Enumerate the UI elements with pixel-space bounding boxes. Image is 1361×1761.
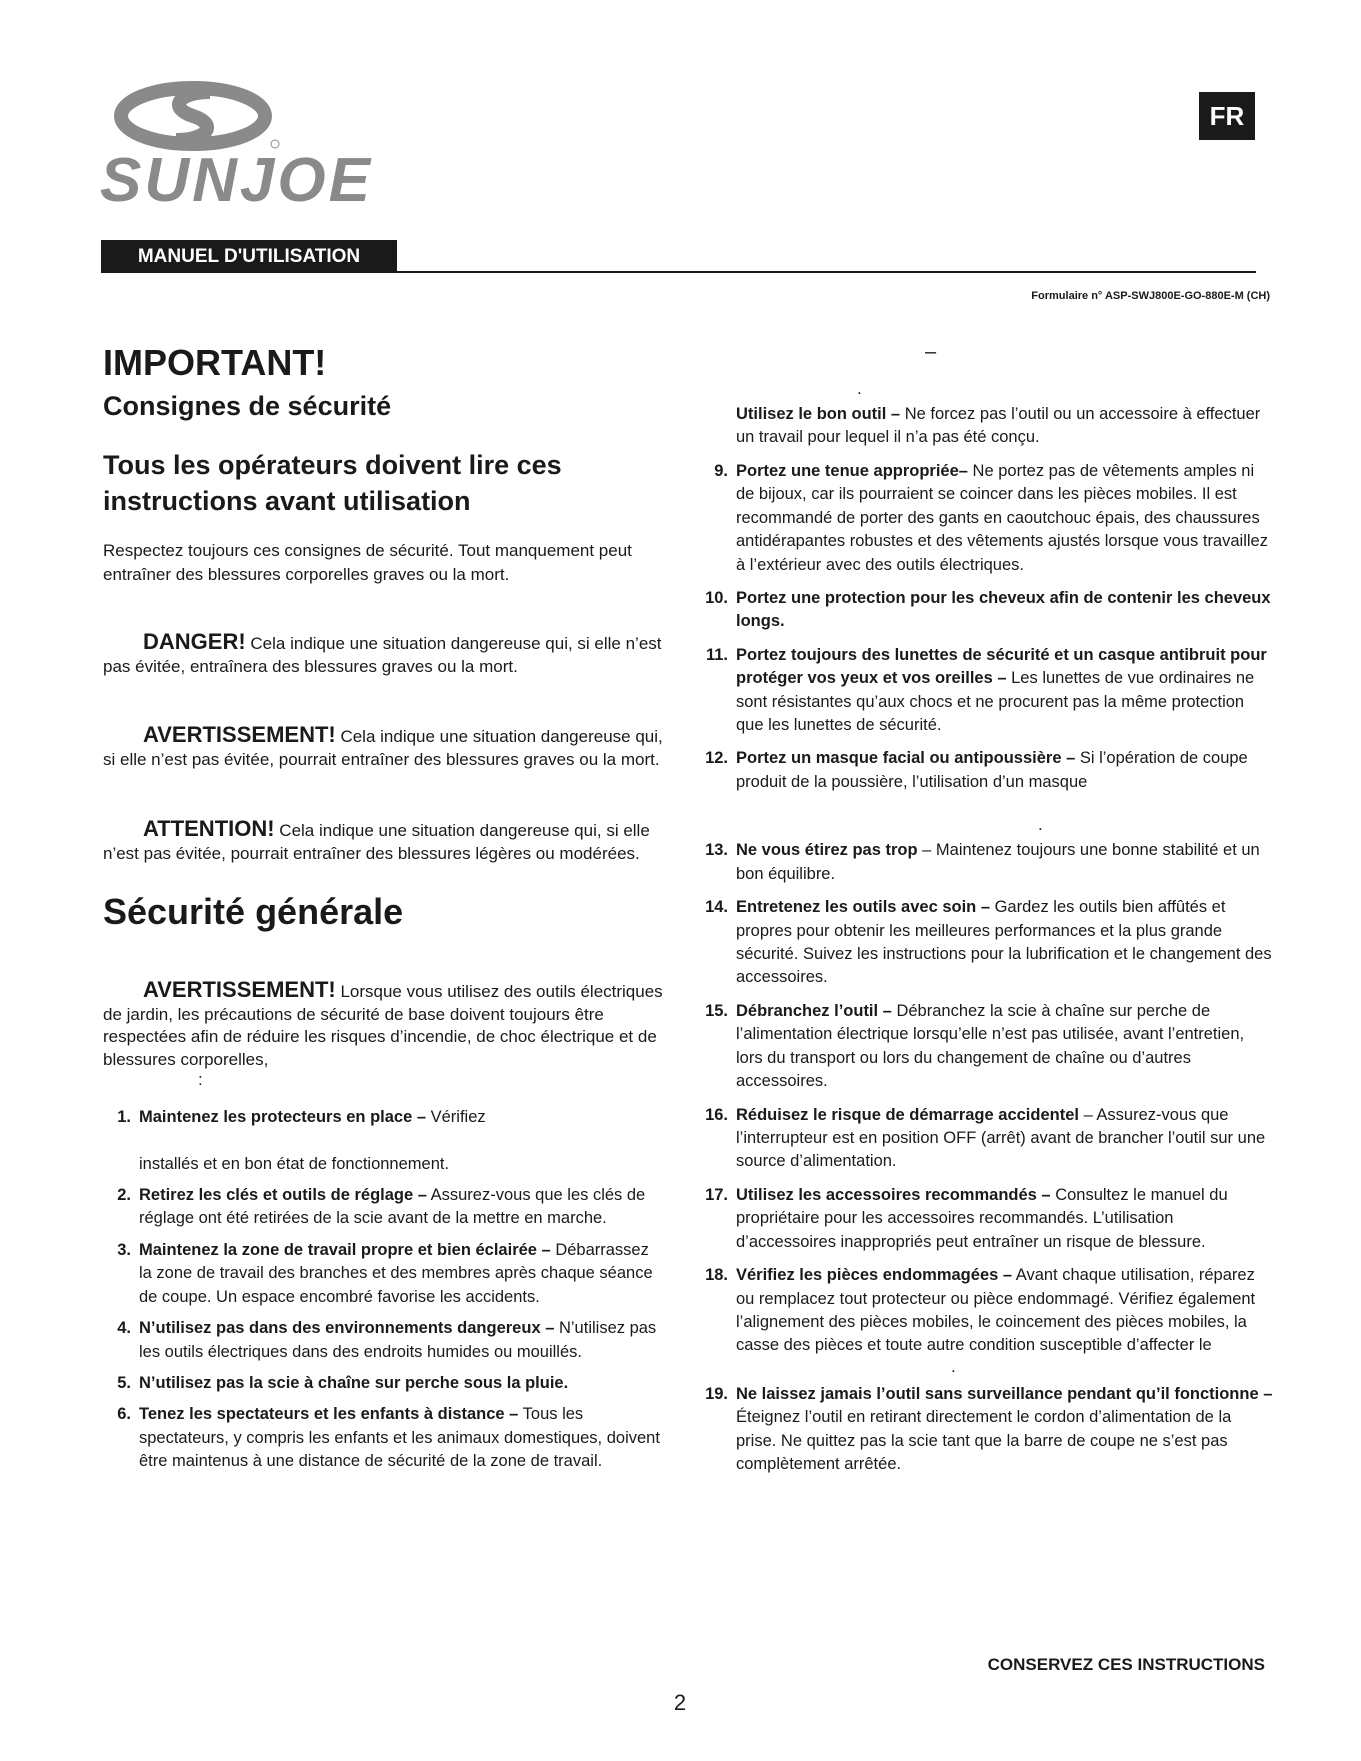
list-item: 6. Tenez les spectateurs et les enfants à distance – Tous les spectateurs, y compris les enfants et les animaux domestiques, doivent être maintenus à une distance de sécurité de la zone de travail. — [117, 1405, 660, 1471]
left-safety-list — [103, 1106, 663, 1474]
right-column: – . Utilisez le bon outil – Ne forcez pas l’outil ou un accessoire à effectuer un travail pour lequel il n’a pas été conçu. 9. Portez une tenue appropriée– Ne portez pas de vêtements amples ni de bijoux, car ils pourraient se coincer dans les pièces mobiles. Il est recommandé de porter des gants en caoutchouc épais, des chaussures antidérapantes robustes et des vêtements ajustés lorsque vous travaillez à l’extérieur avec des outils électriques. 10. Portez une protection pour les cheveux afin de contenir les cheveux longs. 11. Portez toujours des lunettes de sécurité et un casque antibruit pour protéger vos yeux et vos oreilles – Les lunettes de vue ordinaires ne sont résistantes qu’aux chocs et ne procurent pas la même protection que les lunettes de sécurité. 12. Portez un masque facial ou antipoussière – Si l’opération de coupe produit de la poussière, l’utilisation d’un masque . 13. Ne vous étirez pas trop – Maintenez toujours une bonne stabilité et un bon équilibre. 14. Entretenez les outils avec soin – Gardez les outils bien affûtés et propres pour obtenir les meilleures performances et la plus grande sécurité. Suivez les instructions pour la lubrification et le changement des accessoires. 15. Débranchez l’outil – Débranchez la scie à chaîne sur perche de l’alimentation électrique lorsqu’elle n’est pas utilisée, avant l’entretien, lors du transport ou lors du changement de chaîne ou d’autres accessoires. 16. Réduisez le risque de démarrage accidentel – Assurez-vous que l’interrupteur est en position OFF (arrêt) avant de brancher l’outil sur une source d’alimentation. 17. Utilisez les accessoires recommandés – Consultez le manuel du propriétaire pour les accessoires recommandés. L’utilisation d’accessoires inappropriés peut entraîner un risque de blessure. 18. Vérifiez les pièces endommagées – Avant chaque utilisation, réparez ou remplacez tout protecteur ou pièce endommagé. Vérifiez également l’alignement des pièces mobiles, le coincement des pièces mobiles, la casse des pièces et toute autre condition susceptible d’affecter le . 19. Ne laissez jamais l’outil sans surveillance pendant qu’il fonctionne – Éteignez l’outil en retirant directement le cordon d’alimentation de la prise. Ne quittez pas la scie tant que la barre de coupe ne s’est pas complètement arrêtée. — [700, 342, 1275, 1476]
list-item: 10. Portez une protection pour les cheveux afin de contenir les cheveux longs. — [705, 588, 1271, 631]
language-badge: FR — [1199, 92, 1255, 140]
list-item: 17. Utilisez les accessoires recommandés – Consultez le manuel du propriétaire pour les accessoires recommandés. L’utilisation d’accessoires inappropriés peut entraîner un risque de blessure. — [705, 1185, 1228, 1251]
left-column: IMPORTANT! Consignes de sécurité Tous les opérateurs doivent lire ces instructions avant utilisation Respectez toujours ces consignes de sécurité. Tout manquement peut entraîner des blessures corporelles graves ou la mort. DANGER! Cela indique une situation dangereuse qui, si elle n’est pas évitée, entraînera des blessures graves ou la mort. AVERTISSEMENT! Cela indique une situation dangereuse qui, si elle n’est pas évitée, pourrait entraîner des blessures graves ou la mort. ATTENTION! Cela indique une situation dangereuse qui, si elle n’est pas évitée, pourrait entraîner des blessures légères ou modérées. Sécurité générale AVERTISSEMENT! Lorsque vous utilisez des outils électriques de jardin, les précautions de sécurité de base doivent toujours être respectées afin de réduire les risques d’incendie, de choc électrique et de blessures corporelles, : 1. Maintenez les protecteurs en place – Vérifiez installés et en bon état de fonctionnement. 2. Retirez les clés et outils de réglage – Assurez-vous que les clés de réglage ont été retirées de la scie avant de la mettre en marche. 3. Maintenez la zone de travail propre et bien éclairée – Débarrassez la zone de travail des branches et des membres après chaque séance de coupe. Un espace encombré favorise les accidents. 4. N’utilisez pas dans des environnements dangereux – N’utilisez pas les outils électriques dans des endroits humides ou mouillés. 5. N’utilisez pas la scie à chaîne sur perche sous la pluie. 6. Tenez les spectateurs et les enfants à distance – Tous les spectateurs, y compris les enfants et les animaux domestiques, doivent être maintenus à une distance de sécurité de la zone de travail. — [103, 342, 663, 1474]
general-warning: AVERTISSEMENT! Lorsque vous utilisez des outils électriques de jardin, les précautions de sécurité de base doivent toujours être respectées afin de réduire les risques d’incendie, de choc électrique et de blessures corporelles, — [103, 976, 663, 1069]
list-item: 18. Vérifiez les pièces endommagées – Avant chaque utilisation, réparez ou remplacez tout protecteur ou pièce endommagé. Vérifiez également l’alignement des pièces mobiles, le coincement des pièces mobiles, la casse des pièces et toute autre condition susceptible d’affecter le — [705, 1266, 1256, 1355]
right-safety-list — [700, 403, 1275, 794]
danger-label: DANGER! — [143, 628, 246, 654]
right-safety-list-c — [700, 1383, 1275, 1477]
caution-notice: ATTENTION! Cela indique une situation dangereuse qui, si elle n’est pas évitée, pourrait entraîner des blessures légères ou modérées. — [103, 815, 650, 863]
list-item: 1. Maintenez les protecteurs en place – Vérifiez installés et en bon état de fonctionnement. — [117, 1107, 486, 1173]
safety-heading: Consignes de sécurité — [103, 391, 392, 422]
list-item: 2. Retirez les clés et outils de réglage – Assurez-vous que les clés de réglage ont été retirées de la scie avant de la mettre en marche. — [117, 1186, 646, 1228]
list-item: 4. N’utilisez pas dans des environnements dangereux – N’utilisez pas les outils électriques dans des endroits humides ou mouillés. — [117, 1319, 657, 1361]
operators-heading: Tous les opérateurs doivent lire ces instructions avant utilisation — [103, 450, 562, 516]
page-number: 2 — [673, 1690, 687, 1715]
form-number: Formulaire n° ASP-SWJ800E-GO-880E-M (CH) — [1031, 290, 1270, 302]
list-item: 5. N’utilisez pas la scie à chaîne sur perche sous la pluie. — [117, 1373, 569, 1392]
list-item: 3. Maintenez la zone de travail propre et bien éclairée – Débarrassez la zone de travail des branches et des membres après chaque séance de coupe. Un espace encombré favorise les accidents. — [117, 1240, 653, 1306]
caution-label: ATTENTION! — [143, 815, 275, 841]
danger-notice: DANGER! Cela indique une situation dangereuse qui, si elle n’est pas évitée, entraînera des blessures graves ou la mort. — [103, 628, 662, 676]
list-item: 13. Ne vous étirez pas trop – Maintenez toujours une bonne stabilité et un bon équilibre. — [705, 841, 1260, 883]
list-item: Utilisez le bon outil – Ne forcez pas l’outil ou un accessoire à effectuer un travail pour lequel il n’a pas été conçu. — [736, 405, 1261, 447]
brand-wordmark: SUNJOE — [100, 146, 373, 215]
list-item: 16. Réduisez le risque de démarrage accidentel – Assurez-vous que l’interrupteur est en position OFF (arrêt) avant de brancher l’outil sur une source d’alimentation. — [705, 1105, 1266, 1171]
list-item: 12. Portez un masque facial ou antipoussière – Si l’opération de coupe produit de la poussière, l’utilisation d’un masque — [705, 749, 1248, 791]
header-rule — [101, 271, 1256, 273]
conserve-instructions: CONSERVEZ CES INSTRUCTIONS — [987, 1655, 1265, 1674]
general-warning-label: AVERTISSEMENT! — [143, 976, 336, 1002]
list-item: 9. Portez une tenue appropriée– Ne portez pas de vêtements amples ni de bijoux, car ils pourraient se coincer dans les pièces mobiles. Il est recommandé de porter des gants en caoutchouc épais, des chaussures antidérapantes robustes et des vêtements ajustés lorsque vous travaillez à l’extérieur avec des outils électriques. — [714, 461, 1268, 574]
manual-label: MANUEL D'UTILISATION — [101, 240, 397, 273]
list-item: 11. Portez toujours des lunettes de sécurité et un casque antibruit pour protéger vos yeux et vos oreilles – Les lunettes de vue ordinaires ne sont résistantes qu’aux chocs et ne procurent pas la même protection que les lunettes de sécurité. — [705, 645, 1267, 735]
right-safety-list-b — [700, 839, 1275, 1357]
general-safety-heading: Sécurité générale — [103, 891, 404, 933]
list-item: 19. Ne laissez jamais l’outil sans surveillance pendant qu’il fonctionne – Éteignez l’outil en retirant directement le cordon d’alimentation de la prise. Ne quittez pas la scie tant que la barre de coupe ne s’est pas complètement arrêtée. — [705, 1384, 1273, 1474]
important-heading: IMPORTANT! — [103, 342, 327, 383]
list-item: 15. Débranchez l’outil – Débranchez la scie à chaîne sur perche de l’alimentation électrique lorsqu’elle n’est pas utilisée, avant l’entretien, lors du transport ou lors du changement de chaîne ou d’autres accessoires. — [705, 1001, 1245, 1091]
list-item: 14. Entretenez les outils avec soin – Gardez les outils bien affûtés et propres pour obtenir les meilleures performances et la plus grande sécurité. Suivez les instructions pour la lubrification et le changement des accessoires. — [705, 898, 1272, 987]
warning-label: AVERTISSEMENT! — [143, 722, 336, 748]
warning-notice: AVERTISSEMENT! Cela indique une situation dangereuse qui, si elle n’est pas évitée, pourrait entraîner des blessures graves ou la mort. — [103, 722, 663, 770]
intro-text: Respectez toujours ces consignes de sécurité. Tout manquement peut entraîner des blessures corporelles graves ou la mort. — [103, 540, 632, 584]
